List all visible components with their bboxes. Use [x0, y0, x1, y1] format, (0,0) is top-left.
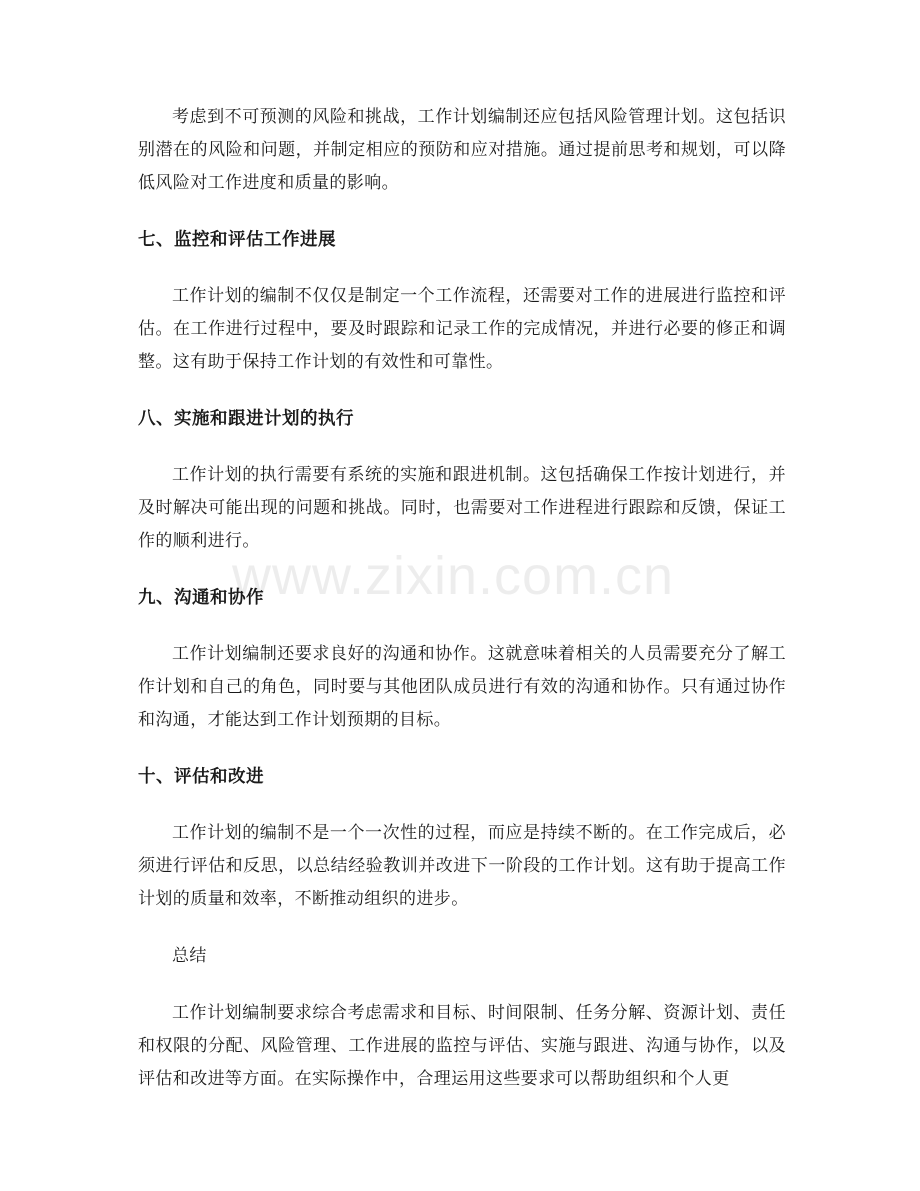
- section-body-7: 工作计划的编制不仅仅是制定一个工作流程，还需要对工作的进展进行监控和评估。在工作进行过程中，要及时跟踪和记录工作的完成情况，并进行必要的修正和调整。这有助于保持工作计划的有效性和可靠性。: [138, 286, 786, 372]
- section-heading-9: 九、沟通和协作: [138, 588, 264, 608]
- document-body: [138, 101, 786, 1120]
- watermark-text: www.zixin.com.cn: [232, 546, 675, 606]
- summary-paragraph: 工作计划编制要求综合考虑需求和目标、时间限制、任务分解、资源计划、责任和权限的分配、风险管理、工作进展的监控与评估、实施与跟进、沟通与协作，以及评估和改进等方面。在实际操作中，合理运用这些要求可以帮助组织和个人更: [138, 1003, 786, 1089]
- section-heading-10: 十、评估和改进: [138, 767, 264, 787]
- section-body-9: 工作计划编制还要求良好的沟通和协作。这就意味着相关的人员需要充分了解工作计划和自己的角色，同时要与其他团队成员进行有效的沟通和协作。只有通过协作和沟通，才能达到工作计划预期的目标。: [138, 644, 786, 730]
- section-heading-7: 七、监控和评估工作进展: [138, 230, 336, 250]
- section-body-10: 工作计划的编制不是一个一次性的过程，而应是持续不断的。在工作完成后，必须进行评估和反思，以总结经验教训并改进下一阶段的工作计划。这有助于提高工作计划的质量和效率，不断推动组织的进步。: [138, 823, 786, 909]
- intro-paragraph: 考虑到不可预测的风险和挑战，工作计划编制还应包括风险管理计划。这包括识别潜在的风险和问题，并制定相应的预防和应对措施。通过提前思考和规划，可以降低风险对工作进度和质量的影响。: [138, 107, 786, 193]
- section-body-8: 工作计划的执行需要有系统的实施和跟进机制。这包括确保工作按计划进行，并及时解决可能出现的问题和挑战。同时，也需要对工作进程进行跟踪和反馈，保证工作的顺利进行。: [138, 465, 786, 551]
- section-heading-8: 八、实施和跟进计划的执行: [138, 409, 354, 429]
- summary-label: 总结: [172, 946, 207, 966]
